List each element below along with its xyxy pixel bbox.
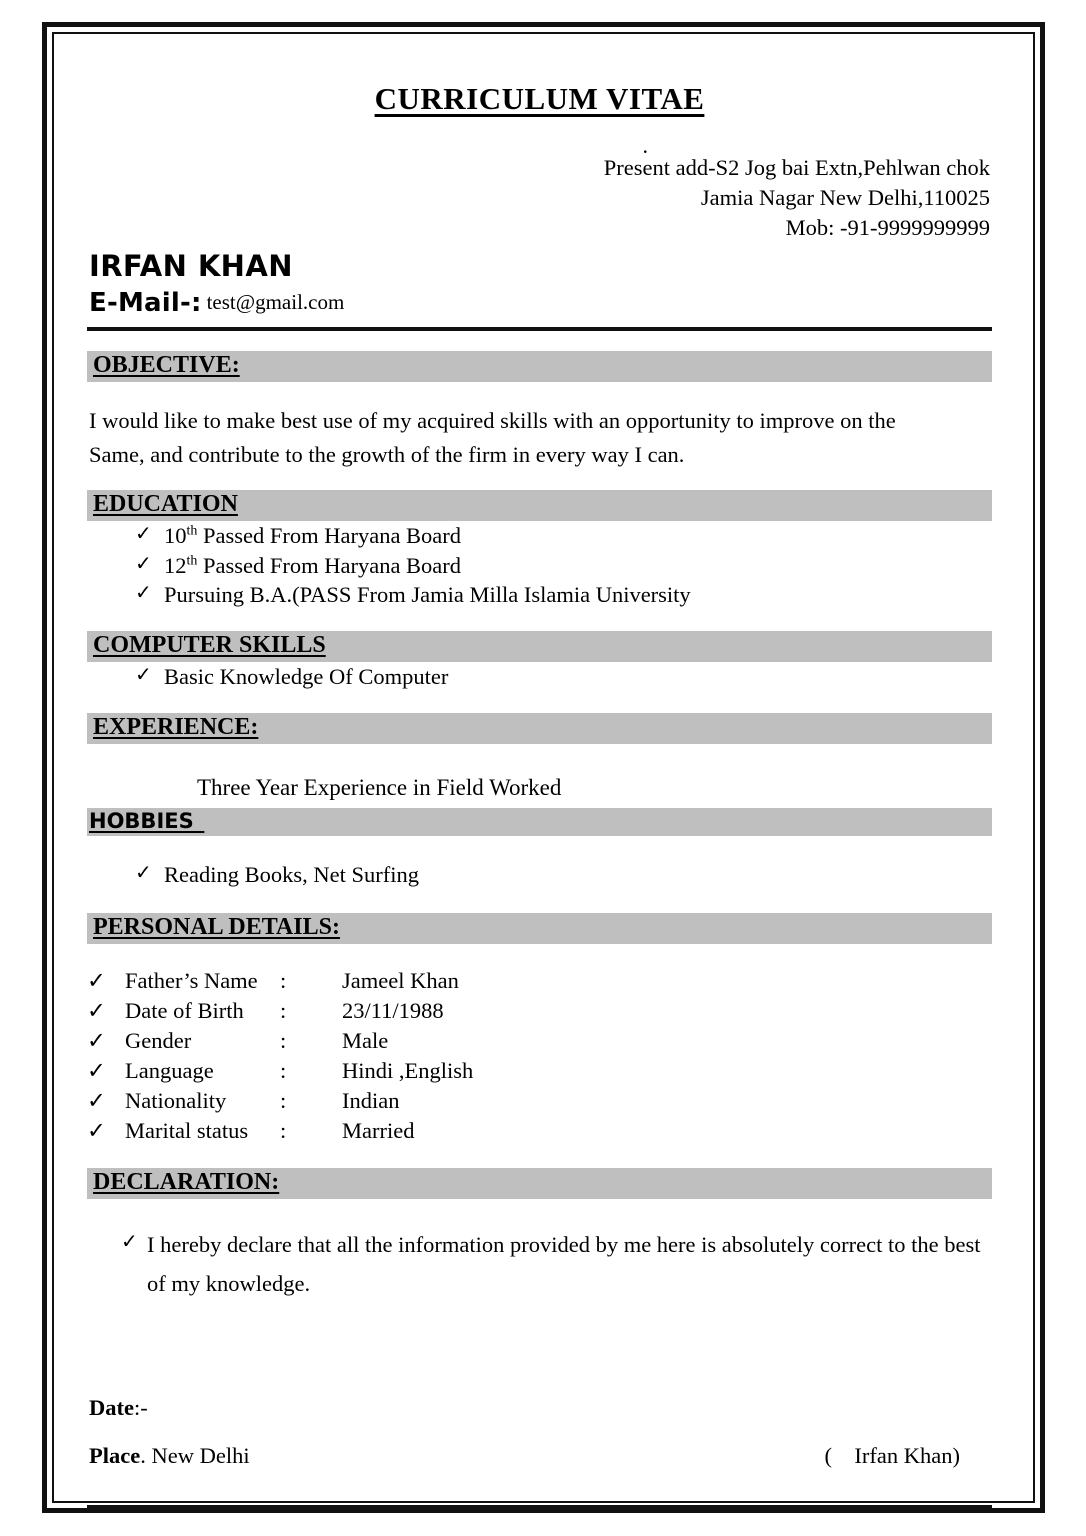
table-row — [87, 1026, 473, 1056]
check-icon: ✓ — [87, 1117, 106, 1143]
detail-value: Male — [342, 1027, 389, 1053]
check-icon: ✓ — [87, 1057, 106, 1083]
computer-skill-item: Basic Knowledge Of Computer — [164, 664, 449, 690]
check-icon: ✓ — [135, 582, 152, 605]
identity-block — [87, 249, 992, 318]
list-item — [87, 662, 992, 692]
education-item-rest: Passed From Haryana Board — [197, 522, 462, 548]
education-item-rest: Passed From Haryana Board — [197, 552, 462, 578]
section-header-personal-details — [87, 913, 992, 944]
contact-dot: . — [642, 133, 648, 158]
education-item-sup: th — [186, 523, 198, 539]
check-icon: ✓ — [135, 862, 152, 885]
detail-separator: : — [280, 1117, 287, 1143]
detail-label: Father’s Name — [125, 968, 258, 994]
hobby-item: Reading Books, Net Surfing — [164, 862, 419, 888]
section-header-education — [87, 490, 992, 521]
section-title-education: EDUCATION — [93, 490, 238, 517]
detail-value: 23/11/1988 — [342, 998, 444, 1024]
section-header-computer-skills — [87, 631, 992, 662]
document-body — [87, 53, 992, 1509]
list-item — [87, 551, 992, 581]
detail-separator: : — [280, 1027, 287, 1053]
place-label: Place — [89, 1443, 141, 1469]
detail-label: Marital status — [125, 1117, 249, 1143]
email-value: test@gmail.com — [206, 289, 345, 314]
detail-separator: : — [280, 998, 287, 1024]
email-row — [87, 288, 992, 318]
detail-label: Nationality — [125, 1087, 227, 1113]
detail-label: Date of Birth — [125, 998, 244, 1024]
detail-value: Jameel Khan — [342, 968, 459, 994]
detail-value: Indian — [342, 1087, 400, 1113]
check-icon: ✓ — [135, 664, 152, 687]
section-title-experience: EXPERIENCE: — [93, 714, 259, 741]
table-row — [87, 1086, 473, 1116]
section-title-computer-skills: COMPUTER SKILLS — [93, 632, 326, 659]
detail-separator: : — [280, 968, 287, 994]
list-item — [87, 860, 992, 890]
check-icon: ✓ — [121, 1230, 138, 1253]
check-icon: ✓ — [87, 1027, 106, 1053]
place-group — [89, 1443, 250, 1469]
experience-text: Three Year Experience in Field Worked — [197, 775, 562, 801]
check-icon: ✓ — [135, 522, 152, 545]
personal-details-table — [87, 966, 473, 1146]
check-icon: ✓ — [135, 552, 152, 575]
candidate-name: IRFAN KHAN — [89, 248, 293, 283]
section-header-objective — [87, 351, 992, 382]
education-item-sup: th — [186, 553, 198, 569]
objective-line-2: Same, and contribute to the growth of the firm in every way I can. — [89, 441, 685, 467]
table-row — [87, 966, 473, 996]
check-icon: ✓ — [87, 1087, 106, 1113]
detail-value: Married — [342, 1117, 415, 1143]
detail-value: Hindi ,English — [342, 1057, 474, 1083]
place-value: . New Delhi — [140, 1443, 250, 1469]
section-header-hobbies — [87, 808, 992, 836]
section-header-experience — [87, 713, 992, 744]
signature-name: ( Irfan Khan) — [824, 1443, 960, 1469]
place-row — [87, 1443, 992, 1469]
declaration-text-block — [87, 1225, 992, 1304]
detail-separator: : — [280, 1087, 287, 1113]
section-title-personal-details: PERSONAL DETAILS: — [93, 914, 340, 941]
date-label: Date — [89, 1395, 134, 1421]
education-list — [87, 521, 992, 611]
detail-label: Gender — [125, 1027, 192, 1053]
date-row — [87, 1395, 992, 1421]
education-item-prefix: 12 — [164, 552, 187, 578]
date-value: :- — [133, 1395, 148, 1421]
email-label: E-Mail-: — [89, 287, 202, 318]
section-title-hobbies: HOBBIES_ — [89, 809, 205, 834]
computer-skills-list — [87, 662, 992, 692]
footer-divider — [87, 1505, 992, 1509]
table-row — [87, 1056, 473, 1086]
objective-line-1: I would like to make best use of my acquired skills with an opportunity to improve on the — [89, 407, 896, 433]
section-title-declaration: DECLARATION: — [93, 1168, 280, 1195]
section-title-objective: OBJECTIVE: — [93, 351, 240, 378]
education-item-prefix: Pursuing B.A.(PASS From Jamia Milla Islamia University — [164, 582, 691, 608]
list-item — [87, 521, 992, 551]
detail-separator: : — [280, 1057, 287, 1083]
contact-block — [87, 133, 992, 243]
address-line-1: Present add-S2 Jog bai Extn,Pehlwan chok — [603, 155, 990, 180]
mobile-number: Mob: -91-9999999999 — [785, 214, 990, 240]
list-item — [87, 580, 992, 610]
hobbies-list — [87, 860, 992, 890]
declaration-text: I hereby declare that all the information provided by me here is absolutely correct to the best of my knowledge. — [147, 1231, 981, 1297]
section-header-declaration — [87, 1168, 992, 1199]
page-title: CURRICULUM VITAE — [374, 81, 705, 116]
education-item-prefix: 10 — [164, 522, 187, 548]
table-row — [87, 1116, 473, 1146]
check-icon: ✓ — [87, 998, 106, 1024]
table-row — [87, 996, 473, 1026]
address-line-2: Jamia Nagar New Delhi,110025 — [700, 184, 990, 210]
detail-label: Language — [125, 1057, 214, 1083]
page-border — [42, 22, 1045, 1513]
check-icon: ✓ — [87, 968, 106, 994]
